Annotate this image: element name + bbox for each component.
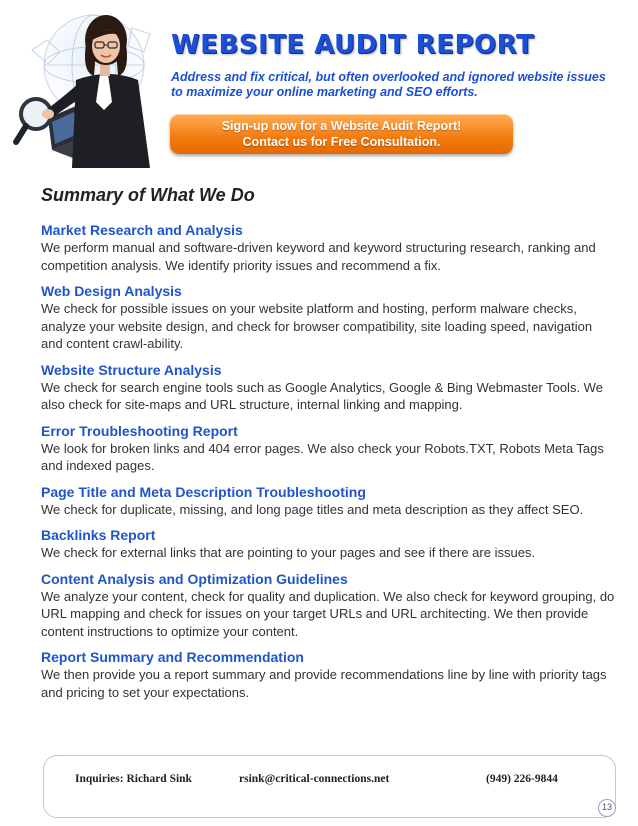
service-description: We check for external links that are pointing to your pages and see if there are issues. <box>41 545 536 560</box>
service-section <box>41 649 616 701</box>
service-description: We check for search engine tools such as Google Analytics, Google & Bing Webmaster Tools. We also check for site-maps and URL structure, internal linking and mapping. <box>41 379 603 412</box>
service-description: We look for broken links and 404 error pages. We also check your Robots.TXT, Robots Meta Tags and indexed pages. <box>41 440 604 473</box>
summary-title: Summary of What We Do <box>41 185 255 205</box>
services-list <box>41 222 616 710</box>
service-section <box>41 527 616 562</box>
service-description: We check for possible issues on your website platform and hosting, perform malware checks, analyze your website design, and check for browser compatibility, site loading speed, navigation and content crawl-ability. <box>41 301 593 351</box>
service-heading: Content Analysis and Optimization Guidelines <box>41 570 348 587</box>
report-title: WEBSITE AUDIT REPORT <box>171 30 535 60</box>
service-heading: Market Research and Analysis <box>41 222 243 238</box>
service-heading: Report Summary and Recommendation <box>41 649 304 665</box>
contact-phone: (949) 226-9844 <box>486 773 558 785</box>
businesswoman-illustration <box>12 10 182 168</box>
service-section <box>41 222 616 274</box>
service-section <box>41 362 616 414</box>
inquiries-contact: Inquiries: Richard Sink <box>75 773 192 785</box>
cta-line-2: Contact us for Free Consultation. <box>242 135 441 149</box>
cta-line-1: Sign-up now for a Website Audit Report! <box>221 119 462 133</box>
service-heading: Web Design Analysis <box>41 283 182 299</box>
service-heading: Error Troubleshooting Report <box>41 422 238 439</box>
service-description: We analyze your content, check for quality and duplication. We also check for keyword grouping, do URL mapping and check for issues on your target URLs and URL architecting. We then provide content instructions to optimize your content. <box>41 588 615 639</box>
service-section <box>41 571 616 641</box>
service-section <box>41 423 616 475</box>
service-description: We then provide you a report summary and provide recommendations line by line with priority tags and pricing to set your expectations. <box>41 667 607 700</box>
service-description: We perform manual and software-driven keyword and keyword structuring research, ranking and competition analysis. We identify priority issues and recommend a fix. <box>41 240 596 273</box>
contact-footer <box>43 755 616 818</box>
service-heading: Page Title and Meta Description Troubleshooting <box>41 483 366 500</box>
service-heading: Backlinks Report <box>41 527 156 543</box>
contact-email-link[interactable]: rsink@critical-connections.net <box>239 773 390 785</box>
service-section <box>41 283 616 353</box>
signup-cta-button[interactable] <box>170 114 513 154</box>
service-description: We check for duplicate, missing, and long page titles and meta description as they affect SEO. <box>41 501 584 517</box>
hero-illustration <box>12 10 182 168</box>
page-number-badge: 13 <box>598 799 616 817</box>
service-heading: Website Structure Analysis <box>41 361 222 378</box>
service-section <box>41 484 616 519</box>
report-tagline: Address and fix critical, but often overlooked and ignored website issues to maximize your online marketing and SEO efforts. <box>171 70 606 99</box>
